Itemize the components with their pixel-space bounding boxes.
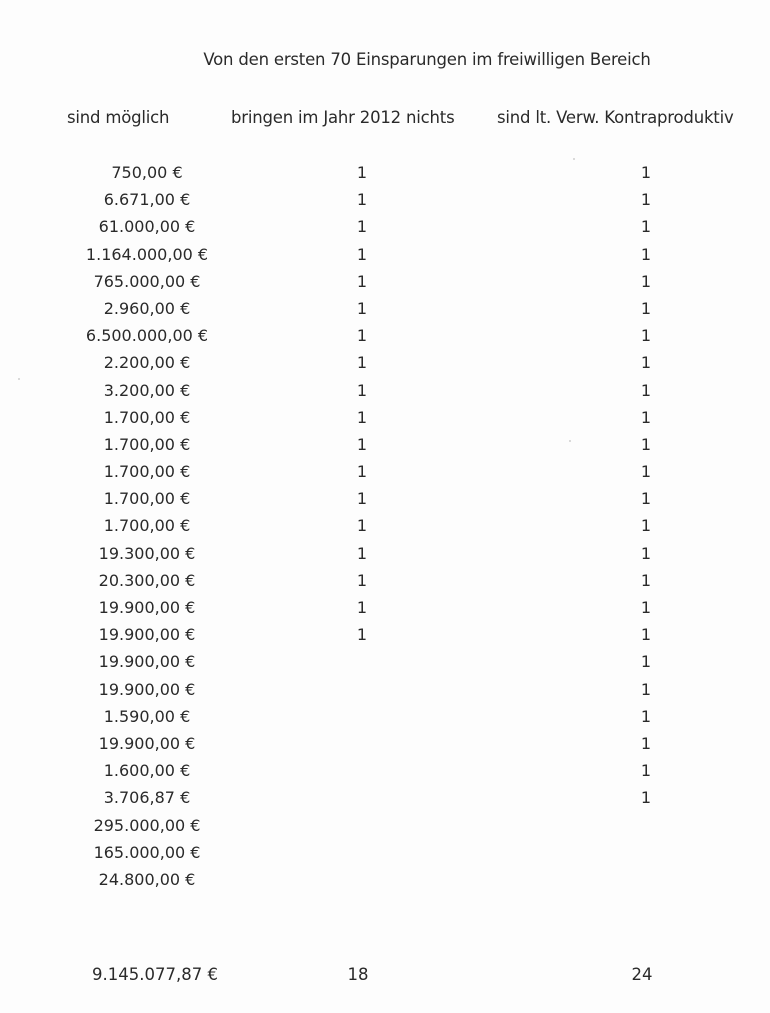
savings-amount: 19.900,00 € xyxy=(98,679,196,699)
table-row xyxy=(0,486,770,513)
savings-amount: 19.300,00 € xyxy=(98,543,196,563)
counterproductive-flag: 1 xyxy=(640,217,652,237)
counterproductive-flag: 1 xyxy=(640,679,652,699)
no-benefit-flag: 1 xyxy=(356,598,368,617)
savings-amount: 1.590,00 € xyxy=(103,706,191,726)
no-benefit-flag: 1 xyxy=(356,462,368,482)
counterproductive-flag: 1 xyxy=(640,462,652,482)
counterproductive-flag: 1 xyxy=(640,733,652,753)
savings-amount: 1.700,00 € xyxy=(103,489,191,509)
table-row xyxy=(0,595,770,622)
table-row xyxy=(0,323,770,350)
counterproductive-flag: 1 xyxy=(640,271,652,291)
table-row xyxy=(0,758,770,785)
column-header-counterproductive: sind lt. Verw. Kontraproduktiv xyxy=(497,108,734,127)
table-row xyxy=(0,378,770,405)
no-benefit-flag: 1 xyxy=(356,353,368,373)
counterproductive-flag: 1 xyxy=(640,598,652,617)
table-row xyxy=(0,785,770,812)
no-benefit-flag: 1 xyxy=(356,244,368,264)
table-row xyxy=(0,459,770,486)
savings-amount: 765.000,00 € xyxy=(93,271,201,291)
no-benefit-flag: 1 xyxy=(356,163,368,182)
counterproductive-flag: 1 xyxy=(640,570,652,590)
no-benefit-flag: 1 xyxy=(356,434,368,454)
table-row xyxy=(0,840,770,867)
counterproductive-flag: 1 xyxy=(640,652,652,672)
counterproductive-flag: 1 xyxy=(640,244,652,264)
savings-amount: 3.200,00 € xyxy=(103,380,191,400)
column-header-possible: sind möglich xyxy=(67,108,170,127)
savings-amount: 19.900,00 € xyxy=(98,598,196,617)
table-row xyxy=(0,677,770,704)
counterproductive-flag: 1 xyxy=(640,326,652,346)
table-row xyxy=(0,568,770,595)
savings-amount: 19.900,00 € xyxy=(98,733,196,753)
savings-amount: 3.706,87 € xyxy=(103,788,191,808)
table-row xyxy=(0,513,770,540)
savings-amount: 1.700,00 € xyxy=(103,516,191,536)
savings-amount: 2.200,00 € xyxy=(103,353,191,373)
counterproductive-flag: 1 xyxy=(640,761,652,781)
scan-speck xyxy=(18,378,20,380)
table-row xyxy=(0,731,770,758)
counterproductive-flag: 1 xyxy=(640,380,652,400)
no-benefit-flag: 1 xyxy=(356,489,368,509)
table-row xyxy=(0,350,770,377)
table-row xyxy=(0,405,770,432)
total-counterproductive-count: 24 xyxy=(631,965,653,984)
counterproductive-flag: 1 xyxy=(640,788,652,808)
savings-amount: 295.000,00 € xyxy=(93,815,201,835)
scan-speck xyxy=(569,440,571,442)
page-title: Von den ersten 70 Einsparungen im freiwilligen Bereich xyxy=(203,50,651,69)
table-row xyxy=(0,296,770,323)
counterproductive-flag: 1 xyxy=(640,489,652,509)
savings-amount: 1.700,00 € xyxy=(103,407,191,427)
savings-amount: 750,00 € xyxy=(111,163,183,182)
savings-amount: 1.700,00 € xyxy=(103,434,191,454)
no-benefit-flag: 1 xyxy=(356,380,368,400)
no-benefit-flag: 1 xyxy=(356,190,368,210)
table-row xyxy=(0,813,770,840)
savings-amount: 20.300,00 € xyxy=(98,570,196,590)
savings-amount: 1.700,00 € xyxy=(103,462,191,482)
counterproductive-flag: 1 xyxy=(640,543,652,563)
savings-amount: 19.900,00 € xyxy=(98,652,196,672)
totals-row xyxy=(0,965,770,991)
counterproductive-flag: 1 xyxy=(640,298,652,318)
table-row xyxy=(0,867,770,894)
savings-amount: 6.500.000,00 € xyxy=(85,326,209,346)
table-row xyxy=(0,432,770,459)
no-benefit-flag: 1 xyxy=(356,570,368,590)
column-header-no-benefit-2012: bringen im Jahr 2012 nichts xyxy=(231,108,455,127)
scan-speck xyxy=(573,158,575,160)
counterproductive-flag: 1 xyxy=(640,190,652,210)
no-benefit-flag: 1 xyxy=(356,217,368,237)
table-row xyxy=(0,214,770,241)
counterproductive-flag: 1 xyxy=(640,434,652,454)
savings-amount: 165.000,00 € xyxy=(93,842,201,862)
no-benefit-flag: 1 xyxy=(356,543,368,563)
table-row xyxy=(0,242,770,269)
no-benefit-flag: 1 xyxy=(356,407,368,427)
savings-amount: 19.900,00 € xyxy=(98,625,196,645)
total-amount: 9.145.077,87 € xyxy=(92,965,218,984)
no-benefit-flag: 1 xyxy=(356,298,368,318)
table-row xyxy=(0,187,770,214)
no-benefit-flag: 1 xyxy=(356,326,368,346)
savings-amount: 1.600,00 € xyxy=(103,761,191,781)
table-row xyxy=(0,622,770,649)
savings-amount: 6.671,00 € xyxy=(103,190,191,210)
counterproductive-flag: 1 xyxy=(640,706,652,726)
counterproductive-flag: 1 xyxy=(640,407,652,427)
no-benefit-flag: 1 xyxy=(356,516,368,536)
total-no-benefit-count: 18 xyxy=(347,965,369,984)
table-row xyxy=(0,704,770,731)
table-row xyxy=(0,160,770,187)
savings-table xyxy=(0,160,770,894)
no-benefit-flag: 1 xyxy=(356,271,368,291)
savings-amount: 1.164.000,00 € xyxy=(85,244,209,264)
table-row xyxy=(0,649,770,676)
counterproductive-flag: 1 xyxy=(640,163,652,182)
counterproductive-flag: 1 xyxy=(640,353,652,373)
savings-amount: 2.960,00 € xyxy=(103,298,191,318)
counterproductive-flag: 1 xyxy=(640,625,652,645)
savings-amount: 24.800,00 € xyxy=(98,869,196,889)
savings-amount: 61.000,00 € xyxy=(98,217,196,237)
counterproductive-flag: 1 xyxy=(640,516,652,536)
table-row xyxy=(0,541,770,568)
table-row xyxy=(0,269,770,296)
no-benefit-flag: 1 xyxy=(356,625,368,645)
